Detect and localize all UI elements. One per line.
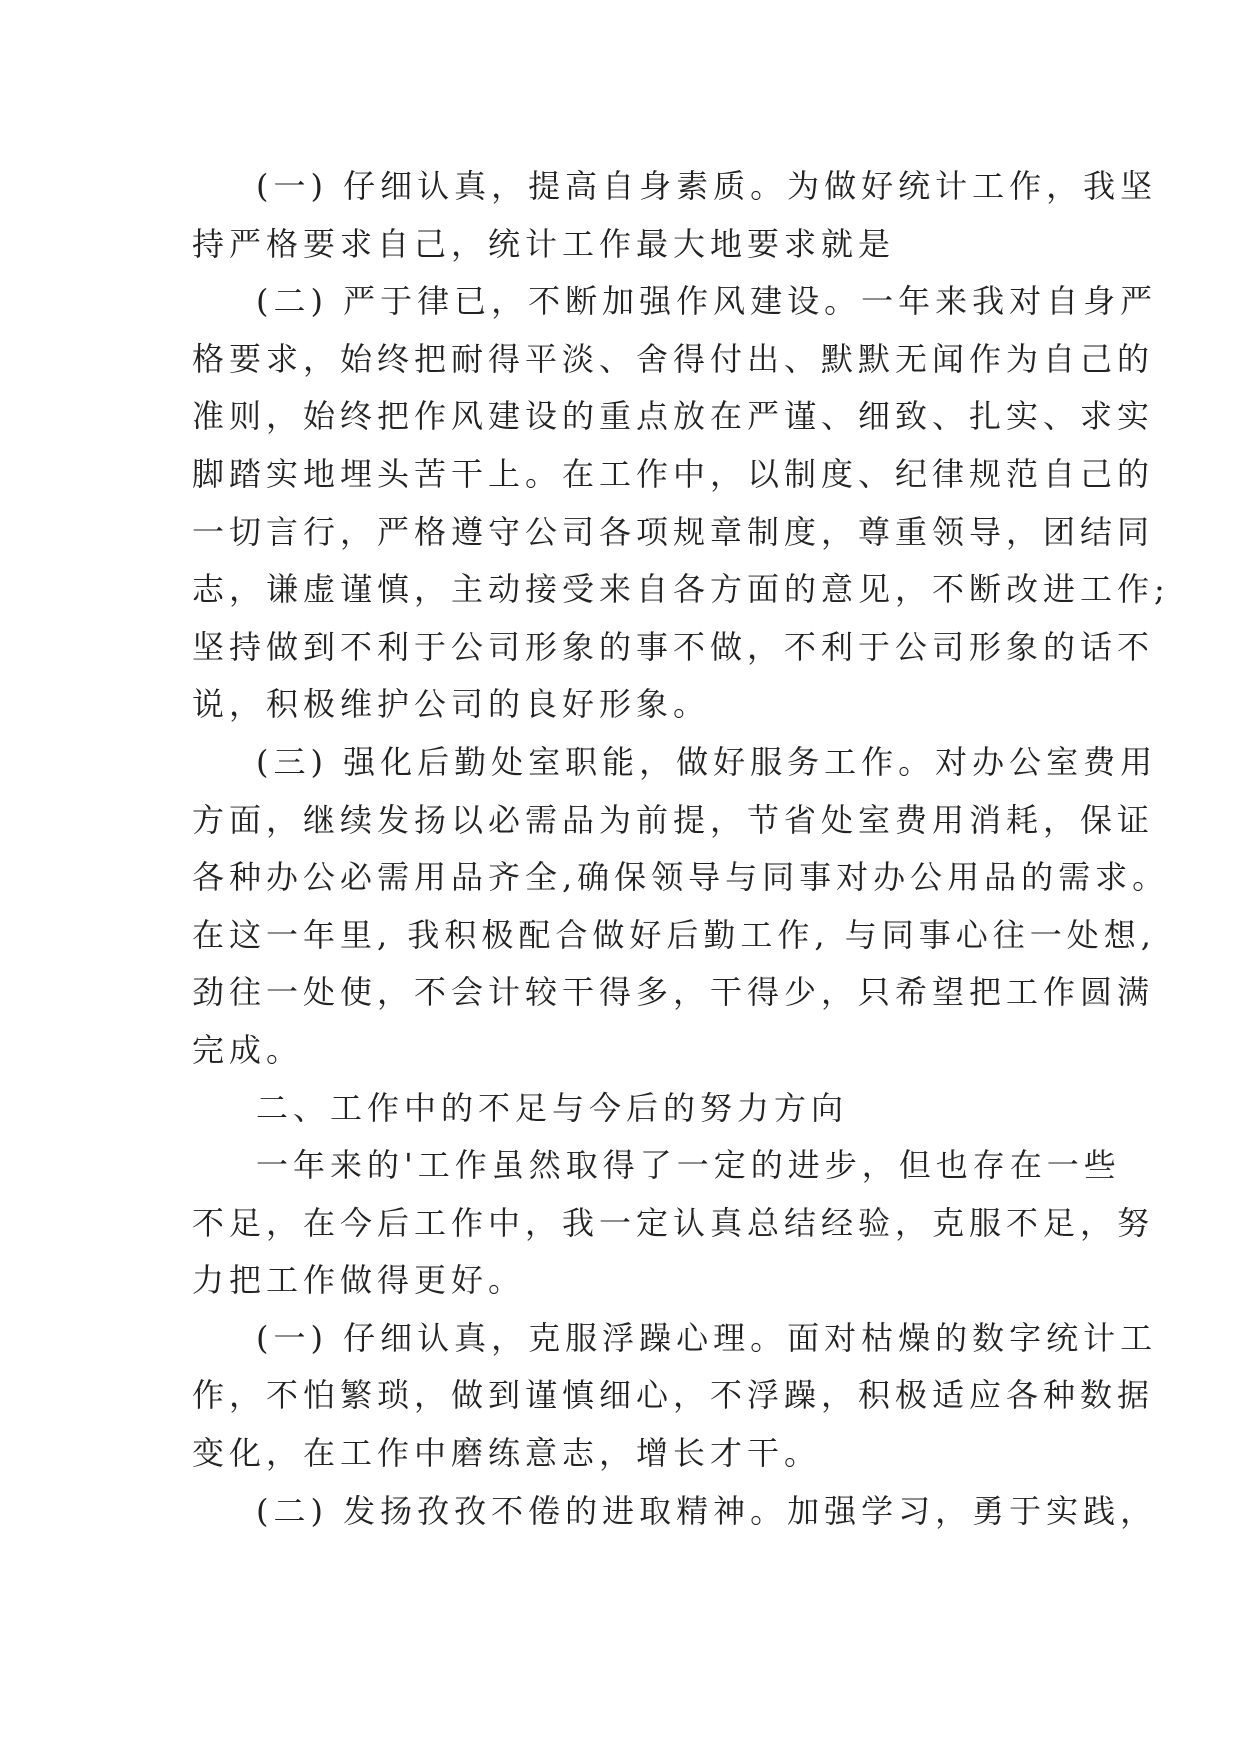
paragraph-5 [192, 1310, 1158, 1483]
text-line: (二) 发扬孜孜不倦的进取精神。加强学习，勇于实践， [256, 1491, 1158, 1530]
text-line: 格要求，始终把耐得平淡、舍得付出、默默无闻作为自己的 [192, 339, 1155, 378]
text-line: (二) 严于律已，不断加强作风建设。一年来我对自身严 [256, 282, 1158, 321]
text-line: 一年来的'工作虽然取得了一定的进步，但也存在一些 [256, 1146, 1121, 1185]
paragraph-4 [192, 1137, 1155, 1310]
text-line: 不足，在今后工作中，我一定认真总结经验，克服不足，努 [192, 1203, 1155, 1242]
text-line: 持严格要求自己，统计工作最大地要求就是 [192, 224, 896, 263]
text-line: 劲往一处使，不会计较干得多，干得少，只希望把工作圆满 [192, 973, 1155, 1012]
heading-line: 二、工作中的不足与今后的努力方向 [256, 1088, 849, 1127]
document-body [192, 158, 1170, 1540]
text-line: 一切言行，严格遵守公司各项规章制度，尊重领导，团结同 [192, 512, 1155, 551]
text-line: 完成。 [192, 1030, 304, 1069]
text-line: 说，积极维护公司的良好形象。 [192, 685, 711, 724]
paragraph-1 [192, 158, 1158, 273]
paragraph-6 [192, 1483, 1158, 1541]
text-line: 脚踏实地埋头苦干上。在工作中，以制度、纪律规范自己的 [192, 454, 1155, 493]
section-heading [192, 1080, 1052, 1138]
text-line: (三) 强化后勤处室职能，做好服务工作。对办公室费用 [256, 742, 1158, 781]
paragraph-3 [192, 734, 1170, 1080]
text-line: 在这一年里, 我积极配合做好后勤工作, 与同事心往一处想, [192, 915, 1156, 954]
text-line: 坚持做到不利于公司形象的事不做，不利于公司形象的话不 [192, 627, 1155, 666]
paragraph-2 [192, 273, 1170, 734]
text-line: 准则，始终把作风建设的重点放在严谨、细致、扎实、求实 [192, 397, 1155, 436]
text-line: 力把工作做得更好。 [192, 1261, 526, 1300]
text-line: 志，谦虚谨慎，主动接受来自各方面的意见，不断改进工作; [192, 570, 1170, 609]
text-line: 各种办公必需用品齐全,确保领导与同事对办公用品的需求。 [192, 858, 1170, 897]
text-line: 变化，在工作中磨练意志，增长才干。 [192, 1434, 822, 1473]
text-line: 作，不怕繁琐，做到谨慎细心，不浮躁，积极适应各种数据 [192, 1376, 1155, 1415]
text-line: 方面，继续发扬以必需品为前提，节省处室费用消耗，保证 [192, 800, 1155, 839]
text-line: (一) 仔细认真，克服浮躁心理。面对枯燥的数字统计工 [256, 1318, 1158, 1357]
text-line: (一) 仔细认真，提高自身素质。为做好统计工作，我坚 [256, 167, 1158, 205]
